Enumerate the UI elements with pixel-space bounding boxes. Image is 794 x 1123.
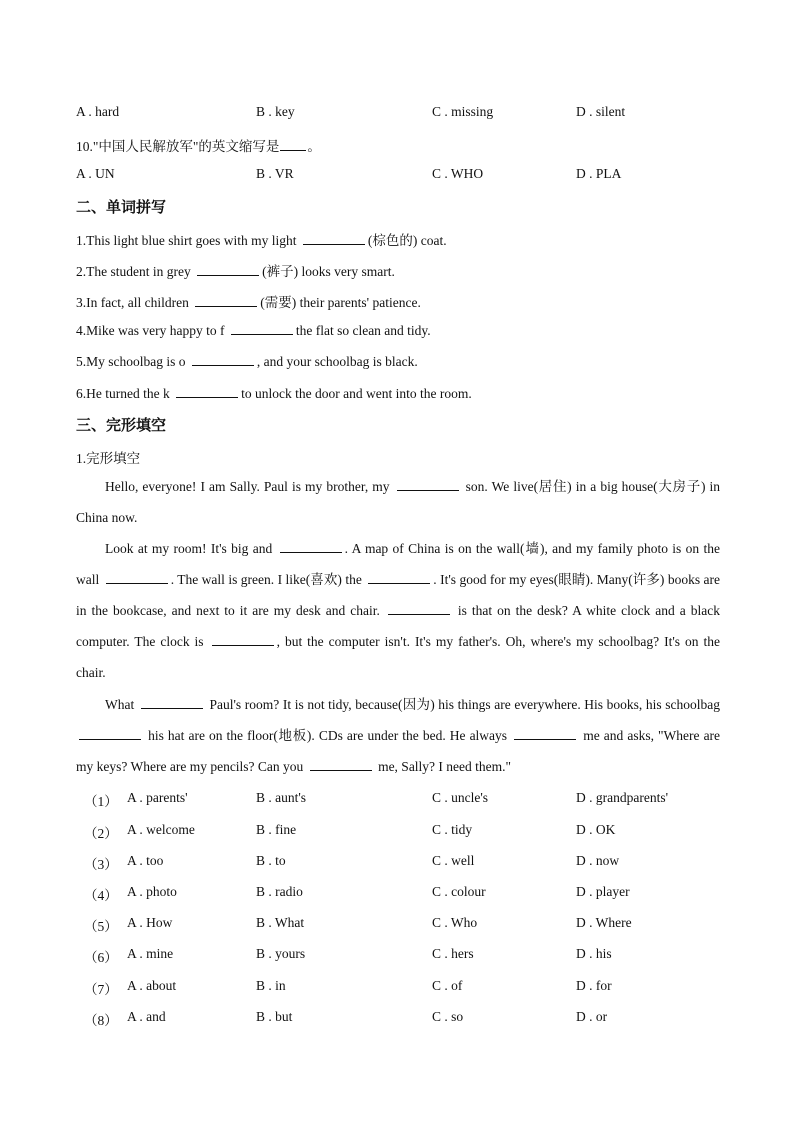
spelling-item-6 [76,385,472,402]
cloze-blank-3 [106,571,168,584]
spelling-5-after: , and your schoolbag is black. [256,354,418,369]
answer-option-c: C . Who [432,915,478,930]
spelling-1-before: 1.This light blue shirt goes with my light [76,233,297,248]
p3-text-2: Paul's room? It is not tidy, because(因为) his things are everywhere. His books, his schoolbag [209,697,720,712]
p3-text-5: me, Sally? I need them." [378,759,512,775]
answer-option-b: B . yours [256,946,306,961]
p3-text-3: his hat are on the floor(地板). CDs are under the bed. He always [148,728,508,744]
answer-num: （8） [84,1013,118,1028]
cloze-blank-5 [388,602,450,615]
spelling-1-after: (棕色的) coat. [367,233,447,248]
q10-suffix: 。 [307,139,321,154]
answer-option-a: A . welcome [127,822,195,837]
p3-text-4: me and asks, "Where are my keys? Where are my pencils? Can you [76,728,721,775]
answer-option-d: D . Where [576,915,632,930]
q9-option-d: D . silent [576,104,626,119]
answer-option-a: A . too [127,853,164,868]
answer-option-d: D . or [576,1009,608,1024]
spelling-2-before: 2.The student in grey [76,264,191,279]
cloze-paragraph-3 [76,689,720,782]
q9-option-c: C . missing [432,104,494,119]
answer-num: （2） [84,826,118,841]
answer-row-3 [76,853,726,873]
spelling-item-4 [76,322,431,339]
spelling-3-blank [195,294,257,307]
cloze-blank-1 [397,478,459,491]
cloze-blank-2 [280,540,342,553]
answer-option-b: B . What [256,915,305,930]
answer-num: （6） [84,950,118,965]
cloze-blank-7 [141,696,203,709]
section2-title: 二、单词拼写 [76,198,167,216]
answer-option-c: C . well [432,853,475,868]
q10-options [76,166,726,186]
spelling-item-1 [76,229,447,249]
answer-option-d: D . player [576,884,630,899]
cloze-paragraph-1 [76,471,720,533]
spelling-2-after: (裤子) looks very smart. [262,264,395,279]
answer-option-c: C . uncle's [432,790,489,805]
p3-text-1: What [105,697,135,712]
p2-text-5: is that on the desk? A white clock and a black computer. The clock is [76,603,721,650]
spelling-4-before: 4.Mike was very happy to f [76,323,225,338]
spelling-item-3 [76,291,421,311]
p1-text-2: son. We live(居住) in a big house(大房子) in China now. [76,479,721,526]
spelling-4-after: the flat so clean and tidy. [295,323,431,338]
q9-option-a: A . hard [76,104,120,119]
answer-option-d: D . for [576,978,612,993]
cloze-blank-6 [212,633,274,646]
answer-row-6 [76,946,726,966]
answer-option-a: A . about [127,978,177,993]
answer-row-8 [76,1009,726,1029]
answer-option-c: C . tidy [432,822,473,837]
p2-text-2: . A map of China is on the wall(墙), and my family photo is on the wall [76,541,720,588]
section3-subtitle: 1.完形填空 [76,451,141,466]
spelling-item-5 [76,353,418,370]
answer-option-d: D . now [576,853,620,868]
spelling-5-before: 5.My schoolbag is o [76,354,186,369]
answer-option-d: D . grandparents' [576,790,669,805]
q10-option-a: A . UN [76,166,115,181]
answer-row-1 [76,790,726,810]
cloze-blank-10 [310,758,372,771]
answer-option-b: B . but [256,1009,293,1024]
p2-text-1: Look at my room! It's big and [105,541,273,556]
answer-option-a: A . mine [127,946,174,961]
spelling-1-blank [303,232,365,245]
p2-text-4: . It's good for my eyes(眼睛). Many(许多) books are in the bookcase, and next to it are my desk and chair. [76,572,721,619]
answer-num: （4） [84,888,118,903]
cloze-blank-9 [514,727,576,740]
cloze-paragraph-2 [76,533,720,688]
answer-option-d: D . his [576,946,612,961]
spelling-3-before: 3.In fact, all children [76,295,189,310]
answer-option-a: A . photo [127,884,177,899]
spelling-2-blank [197,263,259,276]
q10-question [76,135,321,155]
answer-num: （1） [84,794,118,809]
answer-option-b: B . to [256,853,286,868]
answer-option-c: C . colour [432,884,486,899]
spelling-5-blank [192,353,254,366]
q10-option-d: D . PLA [576,166,622,181]
answer-option-d: D . OK [576,822,616,837]
section3-title: 三、完形填空 [76,416,167,434]
answer-option-a: A . parents' [127,790,188,805]
q10-prefix: 10."中国人民解放军"的英文缩写是 [76,139,280,154]
answer-row-5 [76,915,726,935]
answer-option-c: C . so [432,1009,464,1024]
q10-blank [280,138,306,151]
p1-text-1: Hello, everyone! I am Sally. Paul is my brother, my [105,479,390,494]
q9-options [76,104,726,124]
spelling-4-blank [231,322,293,335]
answer-option-c: C . hers [432,946,474,961]
spelling-6-before: 6.He turned the k [76,386,170,401]
answer-option-b: B . aunt's [256,790,307,805]
answer-option-a: A . How [127,915,173,930]
answer-row-2 [76,822,726,842]
answer-option-b: B . radio [256,884,303,899]
answer-option-b: B . in [256,978,286,993]
spelling-item-2 [76,260,395,280]
spelling-6-blank [176,385,238,398]
p2-text-3: . The wall is green. I like(喜欢) the [170,572,362,588]
cloze-blank-8 [79,727,141,740]
answer-num: （7） [84,982,118,997]
answer-row-4 [76,884,726,904]
cloze-blank-4 [368,571,430,584]
spelling-6-after: to unlock the door and went into the room. [241,386,472,401]
spelling-3-after: (需要) their parents' patience. [260,295,421,310]
q9-option-b: B . key [256,104,295,119]
answer-row-7 [76,978,726,998]
q10-option-b: B . VR [256,166,294,181]
answer-option-a: A . and [127,1009,166,1024]
q10-option-c: C . WHO [432,166,484,181]
answer-option-c: C . of [432,978,463,993]
answer-num: （5） [84,919,118,934]
p2-text-6: , but the computer isn't. It's my father's. Oh, where's my schoolbag? It's on the chair. [76,634,721,681]
answer-num: （3） [84,857,118,872]
answer-option-b: B . fine [256,822,297,837]
